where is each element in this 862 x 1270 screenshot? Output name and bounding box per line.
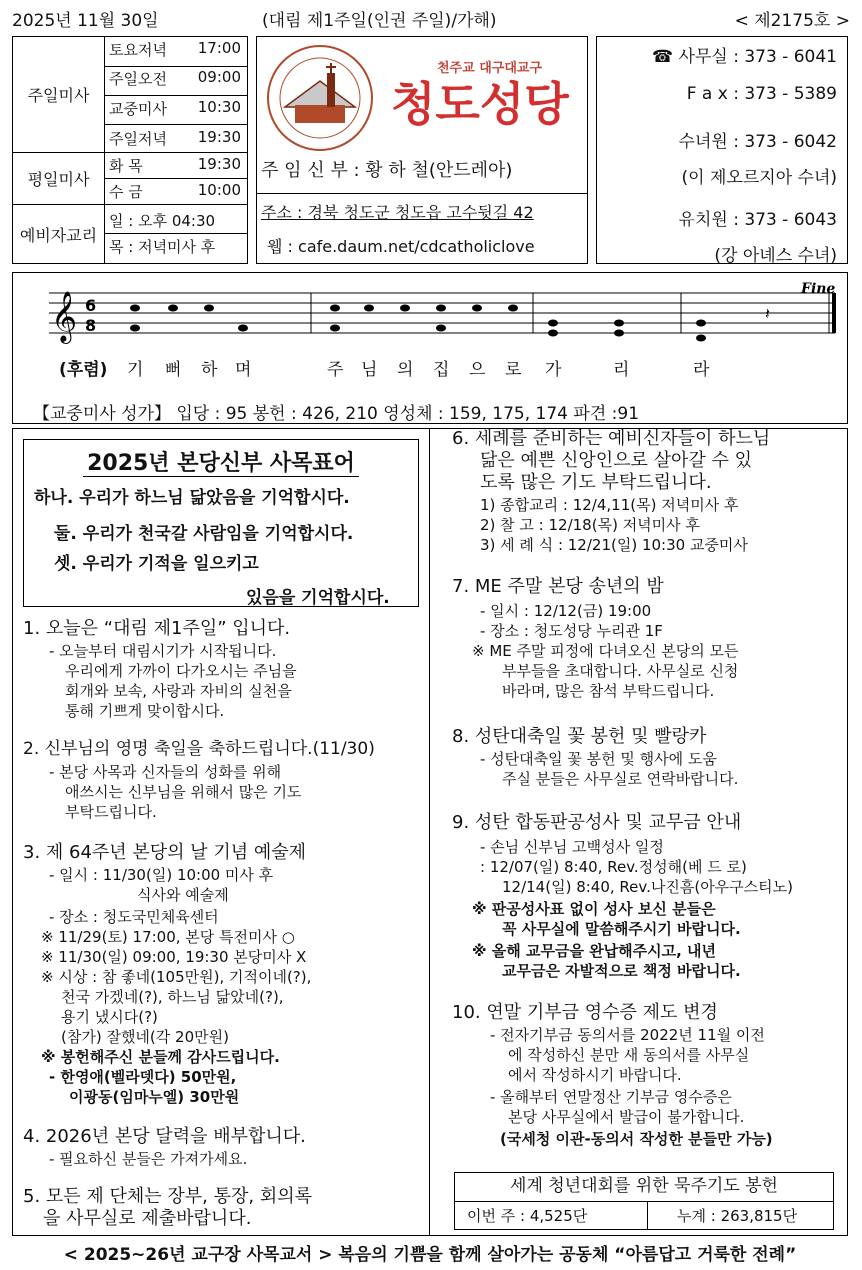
website: 웹 : cafe.daum.net/cdcatholiclove — [267, 237, 535, 256]
notice-text: ※ ME 주말 피정에 다녀오신 본당의 모든 — [472, 642, 739, 660]
catechumen-time: 목 : 저녁미사 후 — [109, 238, 216, 256]
notice-text: 우리에게 가까이 다가오시는 주님을 — [65, 662, 297, 680]
notice-text: - 장소 : 청도성당 누리관 1F — [480, 622, 663, 640]
lyric-syllable: 기 — [127, 360, 144, 380]
lyric-syllable: 님 — [361, 360, 378, 380]
notice-text: 에 작성하신 분만 새 동의서를 사무실 — [508, 1046, 750, 1064]
right-column — [430, 428, 848, 1236]
notice-text: - 한영애(벨라뎃다) 50만원, — [49, 1068, 237, 1086]
notice-text: - 손님 신부님 고백성사 일정 — [480, 838, 664, 856]
notice-1-title: 1. 오늘은 “대림 제1주일” 입니다. — [23, 618, 291, 639]
notice-text: 본당 사무실에서 발급이 불가합니다. — [508, 1108, 745, 1126]
rosary-box — [454, 1172, 834, 1230]
mass-schedule-box — [12, 36, 248, 264]
svg-text:𝄞: 𝄞 — [51, 291, 78, 342]
diocese-name: 천주교 대구대교구 — [437, 61, 542, 76]
lyric-syllable: 집 — [433, 360, 450, 380]
mass-time: 10:30 — [197, 98, 241, 116]
notice-8-title: 8. 성탄대축일 꽃 봉헌 및 빨랑카 — [452, 726, 707, 747]
refrain-label: (후렴) — [59, 360, 108, 380]
notice-text: ※ 11/29(토) 17:00, 본당 특전미사 ○ — [41, 928, 295, 946]
notice-text: ※ 봉헌해주신 분들께 감사드립니다. — [41, 1048, 280, 1066]
mass-time: 09:00 — [197, 68, 241, 86]
catechumen-row — [13, 205, 247, 263]
svg-text:8: 8 — [85, 316, 97, 335]
notice-6-title: 6. 세례를 준비하는 예비신자들이 하느님 — [452, 428, 771, 449]
notice-text: ※ 판공성사표 없이 성사 보신 분들은 — [472, 900, 716, 918]
weekday-mass-row — [13, 153, 247, 205]
motto-line: 셋. 우리가 기적을 일으키고 — [54, 554, 259, 574]
church-name: 청도성당 — [391, 77, 569, 131]
notice-5-title: 5. 모든 제 단체는 장부, 통장, 회의록 — [23, 1186, 312, 1207]
issue-date: 2025년 11월 30일 — [12, 11, 159, 31]
music-box — [12, 272, 848, 424]
notice-text: - 올해부터 연말정산 기부금 영수증은 — [490, 1088, 732, 1106]
rosary-week: 이번 주 : 4,525단 — [467, 1207, 588, 1225]
motto-line: 하나. 우리가 하느님 닮았음을 기억합시다. — [34, 488, 350, 508]
weekday-mass-label: 평일미사 — [13, 153, 105, 204]
lyric-syllable: 리 — [613, 360, 630, 380]
issue-number: < 제2175호 > — [734, 11, 850, 31]
notice-text: 바라며, 많은 참석 부탁드립니다. — [502, 682, 715, 700]
notice-text: - 장소 : 청도국민체육센터 — [49, 908, 219, 926]
fine-mark: Fine — [801, 281, 836, 297]
lyric-syllable: 주 — [327, 360, 344, 380]
mass-name: 교중미사 — [109, 100, 167, 118]
notice-text: - 성탄대축일 꽃 봉헌 및 행사에 도움 — [480, 750, 717, 768]
notice-4-title: 4. 2026년 본당 달력을 배부합니다. — [23, 1126, 306, 1147]
convent-phone: 수녀원 : 373 - 6042 — [678, 132, 837, 152]
lyric-syllable: 하 — [201, 360, 218, 380]
convent-sister: (이 제오르지아 수녀) — [681, 168, 837, 188]
church-logo-icon — [265, 43, 375, 153]
notice-text: 천국 가겠네(?), 하느님 닮았네(?), — [61, 988, 284, 1006]
church-info-box — [256, 36, 588, 264]
hymn-list: 【교중미사 성가】 입당 : 95 봉헌 : 426, 210 영성체 : 159, 175, 174 파견 :91 — [33, 404, 640, 424]
mass-time: 10:00 — [197, 181, 241, 199]
notice-text: 에서 작성하시기 바랍니다. — [508, 1066, 682, 1084]
sunday-mass-row — [13, 37, 247, 153]
lyric-syllable: 뻐 — [165, 360, 182, 380]
notice-3-title: 3. 제 64주년 본당의 날 기념 예술제 — [23, 842, 307, 863]
motto-title: 2025년 본당신부 사목표어 — [24, 446, 418, 477]
mass-name: 수 금 — [109, 183, 143, 201]
notice-text: 주실 분들은 사무실로 연락바랍니다. — [502, 770, 739, 788]
notice-text: 교무금은 자발적으로 책정 바랍니다. — [502, 962, 741, 980]
notice-text: 통해 기쁘게 맞이합시다. — [65, 702, 225, 720]
contact-box — [596, 36, 848, 264]
mass-name: 화 목 — [109, 157, 143, 175]
mass-time: 17:00 — [197, 39, 241, 57]
svg-text:6: 6 — [85, 296, 97, 315]
telephone-icon: ☎ — [651, 47, 679, 67]
notice-text: 1) 종합교리 : 12/4,11(목) 저녁미사 후 — [480, 496, 739, 514]
lyric-syllable: 라 — [693, 360, 710, 380]
notice-2-title: 2. 신부님의 영명 축일을 축하드립니다.(11/30) — [23, 739, 375, 759]
notice-text: ※ 11/30(일) 09:00, 19:30 본당미사 X — [41, 948, 307, 966]
office-phone: ☎ 사무실 : 373 - 6041 — [651, 47, 837, 67]
notice-text: 애쓰시는 신부님을 위해서 많은 기도 — [65, 783, 302, 801]
notice-text: 12/14(일) 8:40, Rev.나진흠(아우구스티노) — [502, 878, 793, 896]
notice-text: 이광동(임마누엘) 30만원 — [69, 1088, 240, 1106]
fax-number: F a x : 373 - 5389 — [686, 84, 837, 104]
lyric-syllable: 며 — [235, 360, 252, 380]
mass-time: 19:30 — [197, 128, 241, 146]
catechumen-time: 일 : 오후 04:30 — [109, 212, 216, 230]
notice-text: 부탁드립니다. — [65, 803, 157, 821]
lyric-syllable: 의 — [397, 360, 414, 380]
motto-line: 둘. 우리가 천국갈 사람임을 기억합시다. — [54, 524, 354, 544]
address: 주소 : 경북 청도군 청도읍 고수뒷길 42 — [261, 203, 534, 222]
rosary-title: 세계 청년대회를 위한 묵주기도 봉헌 — [510, 1176, 778, 1196]
notice-text: ※ 올해 교무금을 완납해주시고, 내년 — [472, 942, 717, 960]
liturgical-title: (대림 제1주일(인권 주일)/가해) — [262, 11, 497, 31]
notice-text: - 일시 : 11/30(일) 10:00 미사 후 — [49, 866, 274, 884]
lyric-syllable: 으 — [469, 360, 486, 380]
mass-name: 주일저녁 — [109, 130, 167, 148]
kinder-sister: (강 아녜스 수녀) — [714, 246, 837, 266]
notice-text: - 오늘부터 대림시기가 시작됩니다. — [49, 642, 277, 660]
notice-text: (참가) 잘했네(각 20만원) — [61, 1028, 229, 1046]
sunday-mass-label: 주일미사 — [13, 37, 105, 152]
kinder-phone: 유치원 : 373 - 6043 — [678, 210, 837, 230]
mass-name: 주일오전 — [109, 70, 167, 88]
notice-text: 꼭 사무실에 말씀해주시기 바랍니다. — [502, 920, 741, 938]
notice-text: - 필요하신 분들은 가져가세요. — [49, 1150, 248, 1168]
notice-text: ※ 시상 : 참 좋네(105만원), 기적이네(?), — [41, 968, 312, 986]
notice-9-title: 9. 성탄 합동판공성사 및 교무금 안내 — [452, 812, 742, 833]
rosary-total: 누계 : 263,815단 — [677, 1207, 798, 1225]
svg-text:𝄽: 𝄽 — [765, 304, 770, 323]
notice-text: - 본당 사목과 신자들의 성화를 위해 — [49, 763, 282, 781]
notice-text: 2) 찰 고 : 12/18(목) 저녁미사 후 — [480, 516, 700, 534]
motto-line: 있음을 기억합시다. — [246, 588, 390, 608]
lyric-syllable: 가 — [545, 360, 562, 380]
pastoral-motto-box — [23, 439, 419, 607]
notice-text: 도록 많은 기도 부탁드립니다. — [480, 472, 712, 493]
notice-7-title: 7. ME 주말 본당 송년의 밤 — [452, 576, 664, 597]
catechumen-label: 예비자교리 — [13, 205, 105, 263]
left-column — [12, 428, 430, 1236]
lyric-syllable: 로 — [505, 360, 522, 380]
mass-time: 19:30 — [197, 155, 241, 173]
notice-text: 을 사무실로 제출바랍니다. — [43, 1208, 252, 1229]
notice-text: 용기 냈시다(?) — [61, 1008, 158, 1026]
notice-text: 3) 세 례 식 : 12/21(일) 10:30 교중미사 — [480, 536, 748, 554]
notice-text: - 전자기부금 동의서를 2022년 11월 이전 — [490, 1026, 765, 1044]
page-header — [12, 4, 850, 30]
notice-10-title: 10. 연말 기부금 영수증 제도 변경 — [452, 1002, 718, 1023]
notice-text: 회개와 보속, 사랑과 자비의 실천을 — [65, 682, 292, 700]
pastor: 주 임 신 부 : 황 하 철(안드레아) — [261, 160, 513, 181]
pastoral-letter-footer: < 2025~26년 교구장 사목교서 > 복음의 기쁨을 함께 살아가는 공동체 “아름답고 거룩한 전례” — [63, 1245, 797, 1265]
notice-text: (국세청 이관-동의서 작성한 분들만 가능) — [500, 1130, 773, 1148]
notice-text: : 12/07(일) 8:40, Rev.정성해(베 드 로) — [480, 858, 747, 876]
music-staff — [13, 273, 849, 353]
notice-text: 부부들을 초대합니다. 사무실로 신청 — [502, 662, 739, 680]
notice-text: 식사와 예술제 — [137, 886, 229, 904]
mass-name: 토요저녁 — [109, 41, 167, 59]
notice-text: 닮은 예쁜 신앙인으로 살아갈 수 있 — [480, 450, 753, 471]
notice-text: - 일시 : 12/12(금) 19:00 — [480, 602, 652, 620]
